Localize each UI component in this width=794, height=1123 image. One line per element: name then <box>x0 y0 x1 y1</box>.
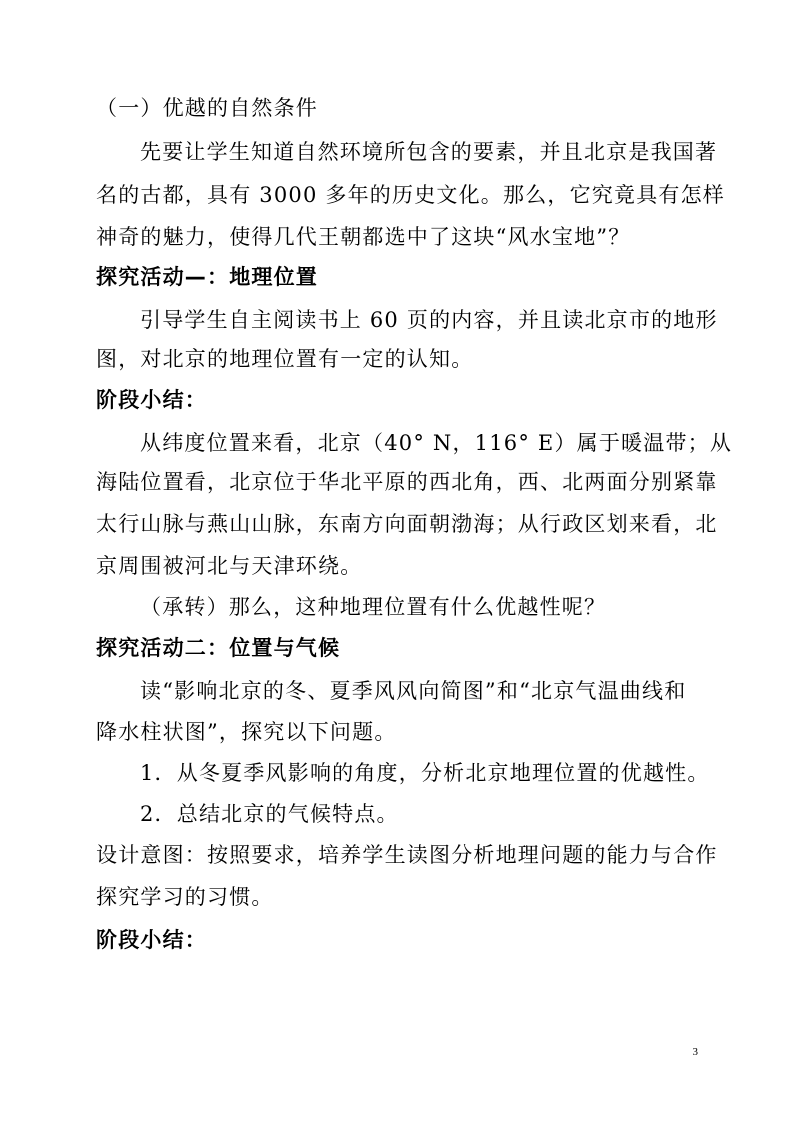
design-line-2: 探究学习的习惯。 <box>96 885 274 909</box>
page-number: 3 <box>692 1046 698 1058</box>
question-1: 1．从冬夏季风影响的角度，分析北京地理位置的优越性。 <box>140 761 710 785</box>
transition-line: （承转）那么，这种地理位置有什么优越性呢？ <box>140 595 607 619</box>
summary1-line-1: 从纬度位置来看，北京（40° N，116° E）属于暖温带；从 <box>140 431 733 455</box>
intro-line-1: 先要让学生知道自然环境所包含的要素，并且北京是我国著 <box>140 140 718 164</box>
intro-line-2: 名的古都，具有 3000 多年的历史文化。那么，它究竟具有怎样 <box>96 183 725 207</box>
summary1-line-2: 海陆位置看，北京位于华北平原的西北角，西、北两面分别紧靠 <box>96 470 718 494</box>
summary2-heading: 阶段小结： <box>96 928 207 952</box>
summary1-heading: 阶段小结： <box>96 388 207 412</box>
question-2: 2．总结北京的气候特点。 <box>140 802 399 826</box>
activity1-line-1: 引导学生自主阅读书上 60 页的内容，并且读北京市的地形 <box>140 308 718 332</box>
intro-line-3: 神奇的魅力，使得几代王朝都选中了这块“风水宝地”？ <box>96 225 631 249</box>
summary1-line-4: 京周围被河北与天津环绕。 <box>96 554 363 578</box>
section-heading: （一）优越的自然条件 <box>96 96 318 120</box>
activity2-line-1: 读“影响北京的冬、夏季风风向简图”和“北京气温曲线和 <box>140 679 687 703</box>
design-line-1: 设计意图：按照要求，培养学生读图分析地理问题的能力与合作 <box>96 843 718 867</box>
activity1-heading: 探究活动—：地理位置 <box>96 265 318 289</box>
activity2-heading: 探究活动二：位置与气候 <box>96 636 341 660</box>
activity1-line-2: 图，对北京的地理位置有一定的认知。 <box>96 347 474 371</box>
activity2-line-2: 降水柱状图”，探究以下问题。 <box>96 720 397 744</box>
summary1-line-3: 太行山脉与燕山山脉，东南方向面朝渤海；从行政区划来看，北 <box>96 512 718 536</box>
